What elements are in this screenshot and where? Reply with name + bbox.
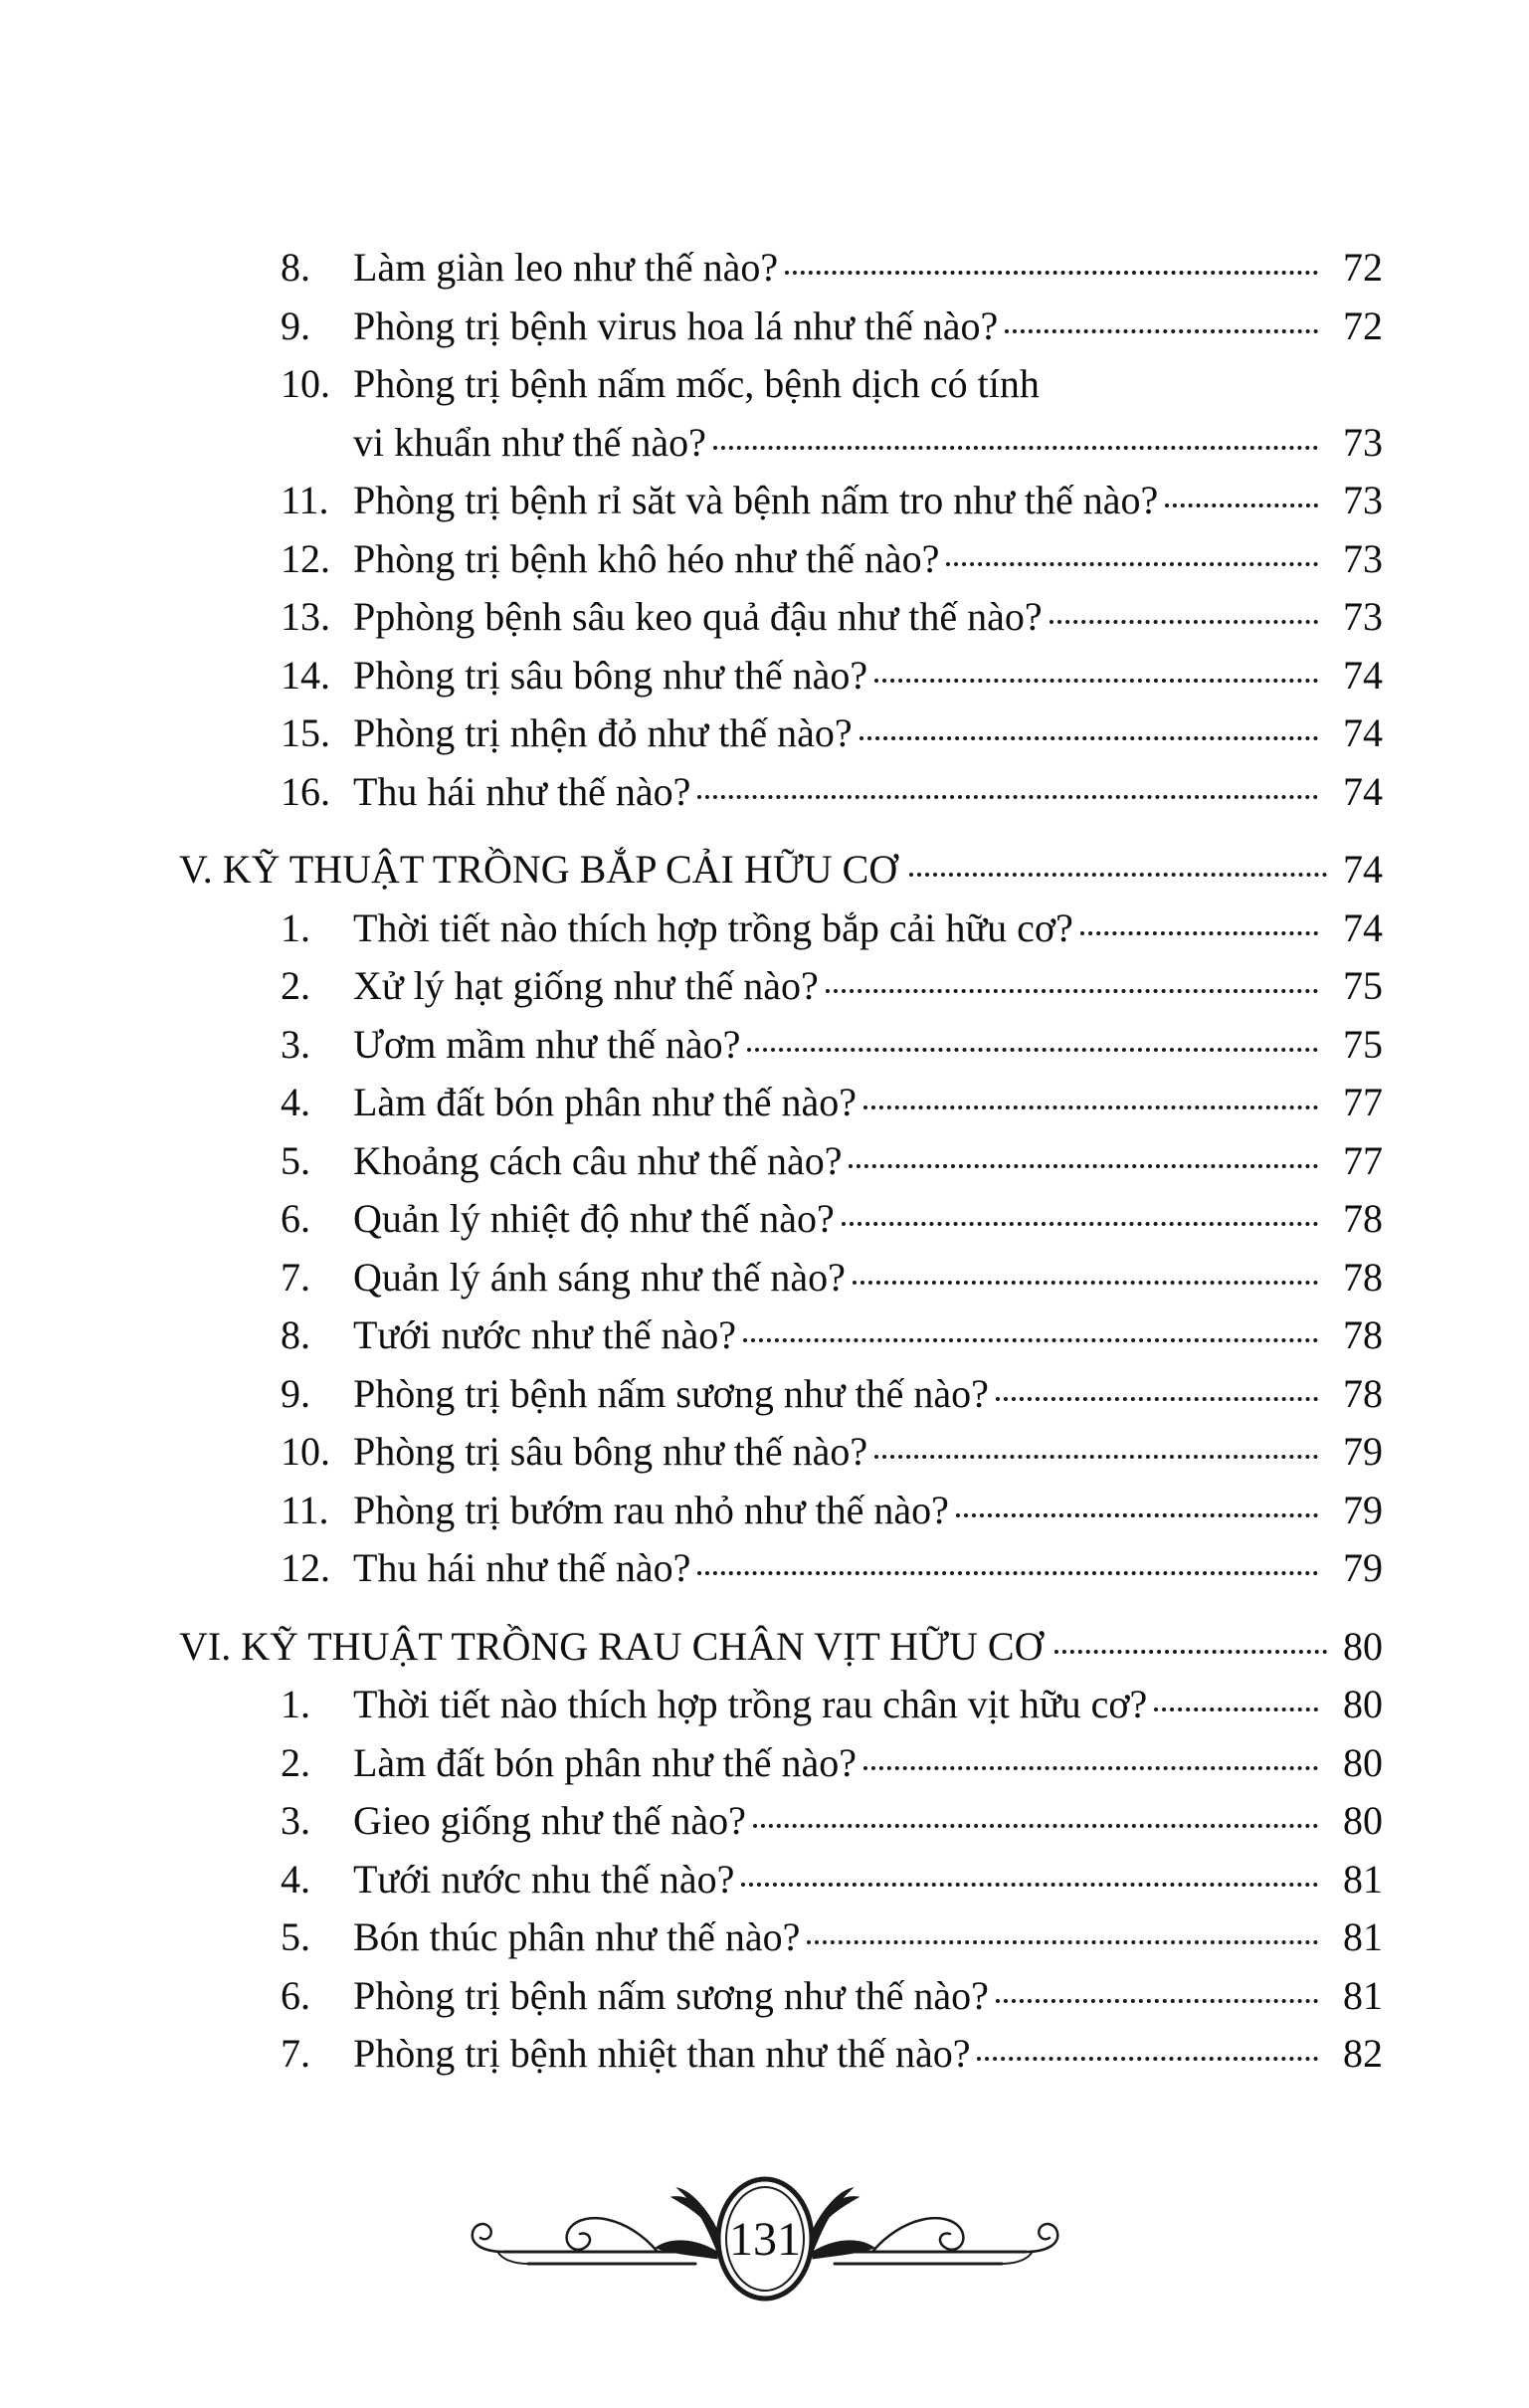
dot-leader — [863, 1766, 1318, 1770]
entry-number: 6. — [281, 1196, 310, 1241]
entry-page-number: 78 — [1343, 1254, 1383, 1300]
dot-leader — [996, 1999, 1318, 2003]
entry-page-number: 81 — [1343, 1856, 1383, 1902]
table-of-contents — [179, 239, 1383, 2084]
entry-title: Tưới nước như thế nào? — [353, 1312, 737, 1357]
entry-page-number: 73 — [1343, 535, 1383, 581]
entry-title: Tưới nước nhu thế nào? — [353, 1856, 735, 1902]
toc-entry — [179, 1734, 1383, 1793]
entry-title: Phòng trị bệnh nấm mốc, bệnh dịch có tính — [353, 361, 1040, 406]
entry-number: 8. — [281, 245, 310, 290]
entry-page-number: 74 — [1343, 710, 1383, 755]
entry-page-number: 73 — [1343, 594, 1383, 639]
entry-title: Làm đất bón phân như thế nào? — [353, 1080, 857, 1124]
toc-entry — [179, 1851, 1383, 1909]
entry-page-number: 75 — [1343, 963, 1383, 1008]
entry-number: 5. — [281, 1914, 310, 1959]
entry-number: 14. — [281, 652, 330, 698]
toc-entry — [179, 414, 1383, 473]
entry-number: 4. — [281, 1856, 310, 1902]
entry-title: Phòng trị sâu bông như thế nào? — [353, 1429, 868, 1474]
entry-number: 3. — [281, 1798, 310, 1843]
entry-number: 13. — [281, 594, 330, 639]
entry-page-number: 81 — [1343, 1914, 1383, 1959]
toc-entry — [179, 1132, 1383, 1191]
toc-entry — [179, 355, 1383, 414]
entry-number: 5. — [281, 1137, 310, 1183]
page-footer — [0, 2154, 1529, 2323]
toc-entry — [179, 1792, 1383, 1851]
entry-title: Xử lý hạt giống như thế nào? — [353, 963, 819, 1008]
toc-entry — [179, 957, 1383, 1016]
entry-number: 11. — [281, 478, 329, 522]
toc-section-heading — [179, 1618, 1383, 1677]
toc-entry — [179, 1016, 1383, 1075]
entry-page-number: 77 — [1343, 1137, 1383, 1183]
entry-title: vi khuẩn như thế nào? — [353, 419, 706, 465]
dot-leader — [1154, 1707, 1318, 1711]
entry-title: Ươm mầm như thế nào? — [353, 1021, 741, 1067]
entry-page-number: 79 — [1343, 1429, 1383, 1474]
entry-title: Thời tiết nào thích hợp trồng rau chân vịt hữu cơ? — [353, 1682, 1148, 1726]
dot-leader — [874, 1455, 1318, 1459]
dot-leader — [909, 873, 1327, 877]
dot-leader — [697, 1571, 1318, 1575]
dot-leader — [753, 1824, 1318, 1828]
entry-number: 3. — [281, 1021, 310, 1067]
entry-title: Thời tiết nào thích hợp trồng bắp cải hữu cơ? — [353, 904, 1073, 950]
entry-number: 8. — [281, 1312, 310, 1357]
entry-number: 1. — [281, 1682, 310, 1726]
entry-page-number: 74 — [1343, 652, 1383, 698]
entry-page-number: 81 — [1343, 1972, 1383, 2018]
section-heading-label: V. KỸ THUẬT TRỒNG BẮP CẢI HỮU CƠ — [179, 847, 898, 892]
toc-entry — [179, 763, 1383, 822]
entry-page-number: 73 — [1343, 419, 1383, 465]
entry-title: Phòng trị bệnh khô héo như thế nào? — [353, 535, 940, 581]
dot-leader — [977, 2057, 1318, 2061]
entry-page-number: 78 — [1343, 1370, 1383, 1416]
entry-title: Thu hái như thế nào? — [353, 1545, 691, 1590]
toc-entry — [179, 588, 1383, 647]
entry-number: 4. — [281, 1080, 310, 1124]
entry-title: Phòng trị nhện đỏ như thế nào? — [353, 710, 853, 755]
dot-leader — [785, 271, 1318, 275]
toc-entry — [179, 647, 1383, 705]
entry-number: 15. — [281, 710, 330, 755]
entry-number: 9. — [281, 302, 310, 348]
entry-number: 12. — [281, 535, 330, 581]
entry-number: 7. — [281, 1254, 310, 1300]
entry-page-number: 75 — [1343, 1021, 1383, 1067]
entry-page-number: 73 — [1343, 478, 1383, 522]
entry-number: 2. — [281, 1739, 310, 1785]
section-heading-label: VI. KỸ THUẬT TRỒNG RAU CHÂN VỊT HỮU CƠ — [179, 1623, 1044, 1669]
toc-entry — [179, 2025, 1383, 2084]
dot-leader — [946, 562, 1318, 566]
entry-title: Phòng trị sâu bông như thế nào? — [353, 652, 868, 698]
dot-leader — [713, 446, 1318, 450]
dot-leader — [747, 1048, 1318, 1052]
dot-leader — [807, 1940, 1318, 1944]
entry-number: 2. — [281, 963, 310, 1008]
entry-title: Phòng trị bệnh virus hoa lá như thế nào? — [353, 302, 999, 348]
toc-entry — [179, 472, 1383, 530]
entry-page-number: 74 — [1343, 904, 1383, 950]
entry-page-number: 80 — [1343, 1798, 1383, 1843]
entry-title: Phòng trị bệnh rỉ săt và bệnh nấm tro như thế nào? — [353, 478, 1159, 522]
entry-title: Khoảng cách câu như thế nào? — [353, 1137, 843, 1183]
toc-entry — [179, 704, 1383, 763]
dot-leader — [996, 1397, 1318, 1401]
dot-leader — [826, 989, 1318, 993]
dot-leader — [1054, 1650, 1327, 1654]
entry-title: Quản lý ánh sáng như thế nào? — [353, 1254, 846, 1300]
entry-title: Phòng trị bướm rau nhỏ như thế nào? — [353, 1487, 949, 1532]
section-page-number: 74 — [1343, 847, 1383, 892]
flourish-left — [472, 2188, 716, 2264]
dot-leader — [1050, 620, 1318, 624]
entry-page-number: 79 — [1343, 1487, 1383, 1532]
entry-number: 1. — [281, 904, 310, 950]
toc-entry — [179, 1365, 1383, 1424]
toc-entry — [179, 1190, 1383, 1249]
toc-entry — [179, 1482, 1383, 1540]
entry-number: 6. — [281, 1972, 310, 2018]
dot-leader — [697, 795, 1318, 799]
entry-number: 9. — [281, 1370, 310, 1416]
dot-leader — [874, 679, 1318, 683]
dot-leader — [860, 736, 1318, 740]
entry-page-number: 77 — [1343, 1080, 1383, 1124]
dot-leader — [1165, 503, 1318, 507]
dot-leader — [956, 1513, 1318, 1517]
entry-title: Gieo giống như thế nào? — [353, 1798, 746, 1843]
toc-entry — [179, 1306, 1383, 1365]
entry-number: 12. — [281, 1545, 330, 1590]
dot-leader — [743, 1338, 1318, 1342]
entry-title: Phòng trị bệnh nhiệt than như thế nào? — [353, 2031, 971, 2076]
toc-entry — [179, 1967, 1383, 2026]
toc-entry — [179, 239, 1383, 298]
entry-title: Làm đất bón phân như thế nào? — [353, 1739, 857, 1785]
toc-entry — [179, 1908, 1383, 1967]
toc-entry — [179, 1249, 1383, 1307]
toc-entry — [179, 298, 1383, 356]
entry-page-number: 78 — [1343, 1312, 1383, 1357]
toc-entry — [179, 1539, 1383, 1598]
page-number: 131 — [728, 2213, 801, 2266]
entry-title: Quản lý nhiệt độ như thế nào? — [353, 1196, 835, 1241]
entry-page-number: 72 — [1343, 302, 1383, 348]
entry-number: 10. — [281, 361, 330, 406]
dot-leader — [849, 1164, 1318, 1168]
dot-leader — [1080, 931, 1318, 935]
entry-page-number: 80 — [1343, 1682, 1383, 1726]
entry-number: 16. — [281, 768, 330, 814]
entry-title: Thu hái như thế nào? — [353, 768, 691, 814]
entry-page-number: 74 — [1343, 768, 1383, 814]
entry-page-number: 82 — [1343, 2031, 1383, 2076]
entry-title: Pphòng bệnh sâu keo quả đậu như thế nào? — [353, 594, 1043, 639]
toc-entry — [179, 1676, 1383, 1734]
entry-page-number: 72 — [1343, 245, 1383, 290]
toc-entry — [179, 530, 1383, 589]
entry-page-number: 80 — [1343, 1739, 1383, 1785]
section-page-number: 80 — [1343, 1623, 1383, 1669]
dot-leader — [1005, 329, 1318, 333]
entry-title: Làm giàn leo như thế nào? — [353, 245, 779, 290]
dot-leader — [863, 1105, 1318, 1109]
dot-leader — [853, 1281, 1318, 1285]
entry-number: 10. — [281, 1429, 330, 1474]
entry-title: Phòng trị bệnh nấm sương như thế nào? — [353, 1370, 989, 1416]
toc-section-heading — [179, 841, 1383, 900]
toc-entry — [179, 1423, 1383, 1482]
entry-page-number: 79 — [1343, 1545, 1383, 1590]
toc-entry — [179, 900, 1383, 958]
entry-number: 11. — [281, 1487, 329, 1532]
dot-leader — [842, 1222, 1318, 1226]
toc-entry — [179, 1074, 1383, 1132]
entry-title: Bón thúc phân như thế nào? — [353, 1914, 801, 1959]
entry-number: 7. — [281, 2031, 310, 2076]
dot-leader — [741, 1883, 1318, 1887]
entry-page-number: 78 — [1343, 1196, 1383, 1241]
entry-title: Phòng trị bệnh nấm sương như thế nào? — [353, 1972, 989, 2018]
page-number-ornament — [447, 2154, 1083, 2323]
